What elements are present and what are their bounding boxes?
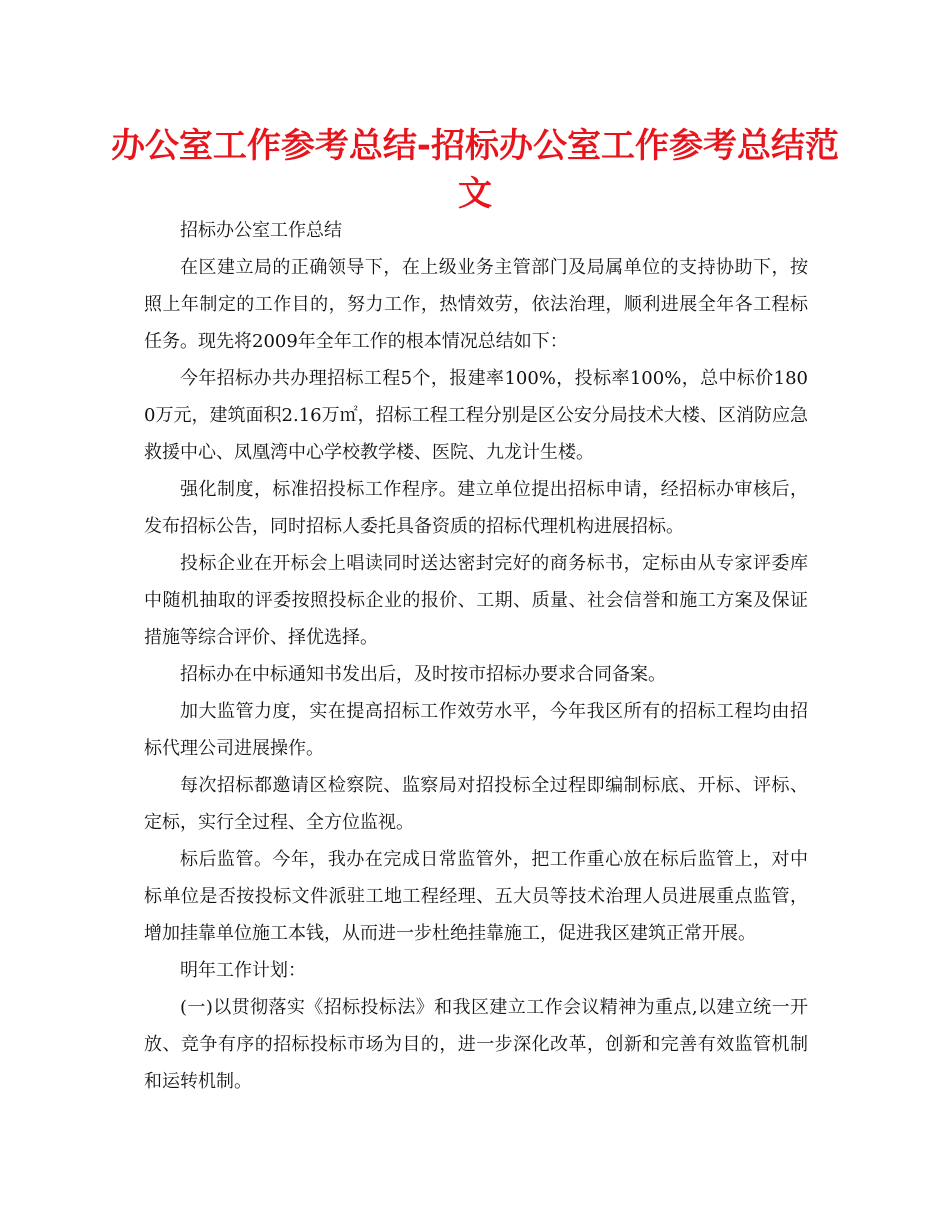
paragraph: 明年工作计划：	[180, 960, 306, 981]
paragraph: 招标办公室工作总结	[180, 220, 342, 241]
paragraph: 在区建立局的正确领导下，在上级业务主管部门及局属单位的支持协助下，按照上年制定的工作目的，努力工作，热情效劳，依法治理，顺利进展全年各工程标任务。现先将2009年全年工作的根本情况总结如下：	[144, 257, 808, 352]
document-title: 办公室工作参考总结-招标办公室工作参考总结范文	[110, 126, 840, 214]
paragraph: 每次招标都邀请区检察院、监察局对招投标全过程即编制标底、开标、评标、定标，实行全过程、全方位监视。	[144, 775, 808, 833]
paragraph: 标后监管。今年，我办在完成日常监管外，把工作重心放在标后监管上，对中标单位是否按投标文件派驻工地工程经理、五大员等技术治理人员进展重点监管，增加挂靠单位施工本钱，从而进一步杜绝挂靠施工，促进我区建筑正常开展。	[144, 849, 808, 944]
document-body	[144, 212, 808, 1100]
paragraph: (一)以贯彻落实《招标投标法》和我区建立工作会议精神为重点,以建立统一开放、竞争有序的招标投标市场为目的，进一步深化改革，创新和完善有效监管机制和运转机制。	[144, 997, 808, 1092]
paragraph: 强化制度，标准招投标工作程序。建立单位提出招标申请，经招标办审核后，发布招标公告，同时招标人委托具备资质的招标代理机构进展招标。	[144, 479, 808, 537]
paragraph: 加大监管力度，实在提高招标工作效劳水平，今年我区所有的招标工程均由招标代理公司进展操作。	[144, 701, 808, 759]
paragraph: 今年招标办共办理招标工程5个，报建率100%，投标率100%，总中标价1800万元，建筑面积2.16万㎡，招标工程工程分别是区公安分局技术大楼、区消防应急救援中心、凤凰湾中心学校教学楼、医院、九龙计生楼。	[144, 368, 808, 463]
paragraph: 投标企业在开标会上唱读同时送达密封完好的商务标书，定标由从专家评委库中随机抽取的评委按照投标企业的报价、工期、质量、社会信誉和施工方案及保证措施等综合评价、择优选择。	[144, 553, 808, 648]
paragraph: 招标办在中标通知书发出后，及时按市招标办要求合同备案。	[180, 664, 666, 685]
